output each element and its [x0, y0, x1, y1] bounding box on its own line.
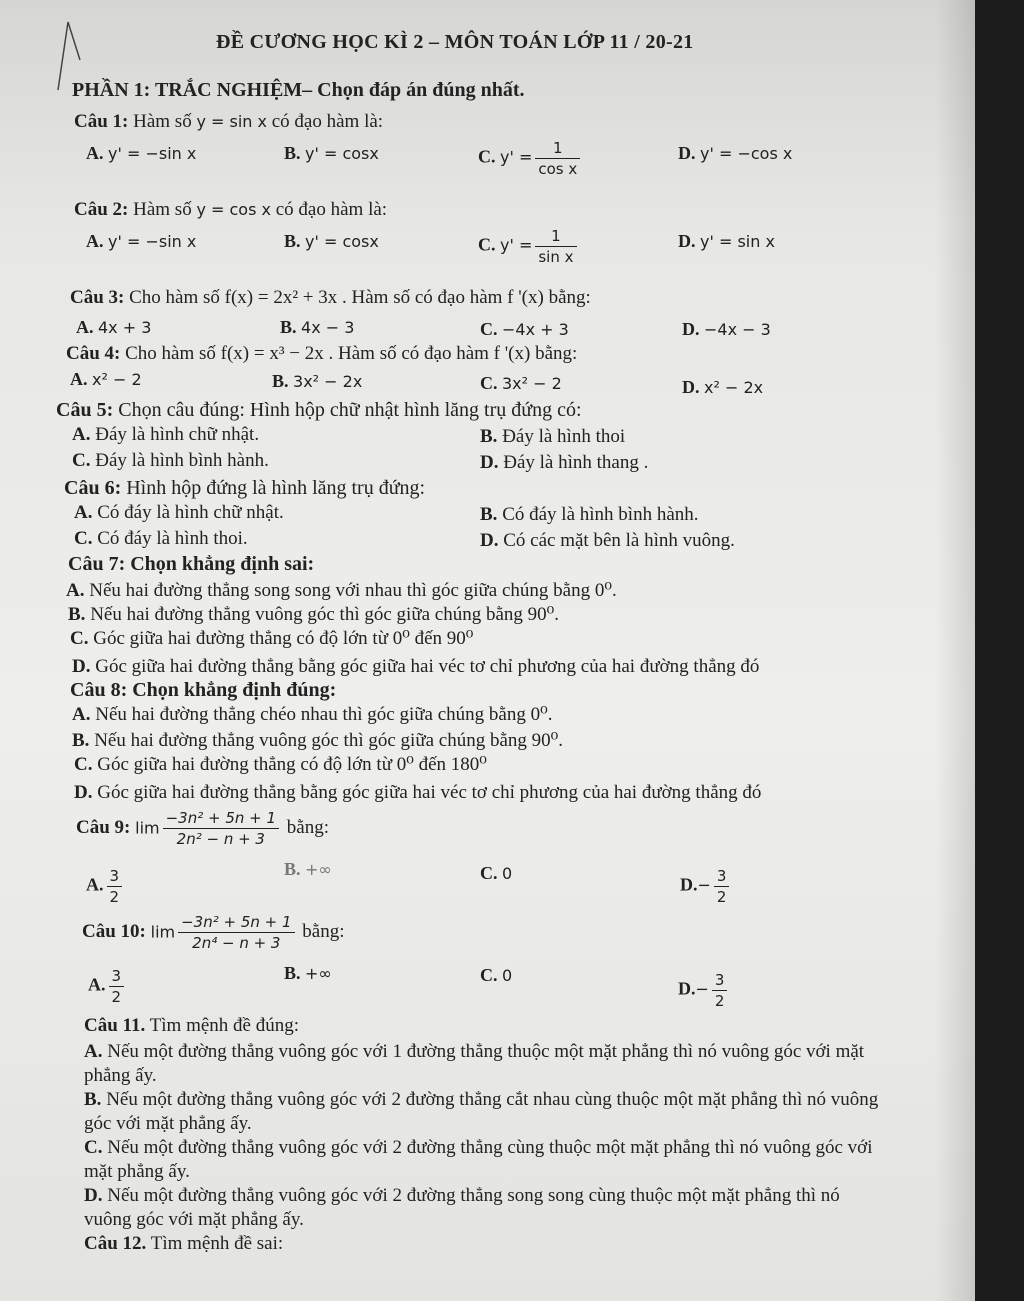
- q9-option-b[interactable]: B. +∞: [284, 859, 332, 879]
- q3-option-c[interactable]: C. −4x + 3: [480, 319, 569, 339]
- q11-option-d[interactable]: D. Nếu một đường thẳng vuông góc với 2 đường thẳng song song cùng thuộc một mặt phẳng thì nó vuông góc với mặt phẳng ấy.: [84, 1185, 840, 1230]
- q5-option-d[interactable]: D. Đáy là hình thang .: [480, 452, 649, 473]
- q5-option-c[interactable]: C. Đáy là hình bình hành.: [72, 450, 269, 471]
- q9-option-a[interactable]: A. $\frac{3}{2}$: [86, 866, 125, 907]
- question-12: Câu 12. Tìm mệnh đề sai:: [84, 1233, 284, 1254]
- q2-option-d[interactable]: D. y' = sin x: [678, 231, 775, 251]
- question-11: Câu 11. Tìm mệnh đề đúng:: [84, 1015, 300, 1036]
- q2-option-b[interactable]: B. y' = cosx: [284, 231, 379, 251]
- q1-option-a[interactable]: A. y' = −sin x: [86, 143, 197, 163]
- q6-option-c[interactable]: C. Có đáy là hình thoi.: [74, 528, 248, 549]
- q6-option-d[interactable]: D. Có các mặt bên là hình vuông.: [480, 530, 735, 551]
- q9-option-c[interactable]: C. 0: [480, 863, 513, 883]
- q7-option-b[interactable]: B. Nếu hai đường thẳng vuông góc thì góc giữa chúng bằng 90⁰.: [68, 604, 560, 625]
- q10-option-c[interactable]: C. 0: [480, 965, 513, 985]
- q6-option-a[interactable]: A. Có đáy là hình chữ nhật.: [74, 502, 284, 523]
- q4-option-d[interactable]: D. x² − 2x: [682, 377, 764, 397]
- question-4: Câu 4: Cho hàm số f(x) = x³ − 2x . Hàm số có đạo hàm f '(x) bằng:: [66, 343, 578, 364]
- q1-option-c[interactable]: C. y' = $\frac{1}{\text{cos x}}$: [478, 138, 583, 179]
- q10-option-d[interactable]: D.− $\frac{3}{2}$: [678, 970, 730, 1011]
- q4-option-a[interactable]: A. x² − 2: [70, 369, 142, 389]
- q2-option-c[interactable]: C. y' = $\frac{1}{\text{sin x}}$: [478, 226, 580, 267]
- q11-option-c[interactable]: C. Nếu một đường thẳng vuông góc với 2 đường thẳng cùng thuộc một mặt phẳng thì nó vuông góc với mặt phẳng ấy.: [84, 1137, 873, 1182]
- q11-option-b[interactable]: B. Nếu một đường thẳng vuông góc với 2 đường thẳng cắt nhau cùng thuộc một mặt phẳng thì nó vuông góc với mặt phẳng ấy.: [84, 1089, 879, 1134]
- q8-option-c[interactable]: C. Góc giữa hai đường thẳng có độ lớn từ 0⁰ đến 180⁰: [74, 754, 487, 775]
- question-1: Câu 1: Hàm số y = sin x có đạo hàm là:: [74, 111, 384, 132]
- q7-option-d[interactable]: D. Góc giữa hai đường thẳng bằng góc giữa hai véc tơ chỉ phương của hai đường thẳng đó: [72, 656, 760, 677]
- question-7: Câu 7: Chọn khẳng định sai:: [68, 553, 315, 575]
- q4-option-c[interactable]: C. 3x² − 2: [480, 373, 562, 393]
- question-6: Câu 6: Hình hộp đứng là hình lăng trụ đứng:: [64, 477, 426, 499]
- document-title: ĐỀ CƯƠNG HỌC KÌ 2 – MÔN TOÁN LỚP 11 / 20-21: [216, 31, 694, 53]
- q3-option-b[interactable]: B. 4x − 3: [280, 317, 355, 337]
- question-2: Câu 2: Hàm số y = cos x có đạo hàm là:: [74, 199, 388, 220]
- q8-option-d[interactable]: D. Góc giữa hai đường thẳng bằng góc giữa hai véc tơ chỉ phương của hai đường thẳng đó: [74, 782, 762, 803]
- q1-option-b[interactable]: B. y' = cosx: [284, 143, 379, 163]
- question-8: Câu 8: Chọn khẳng định đúng:: [70, 679, 337, 701]
- section-heading: PHẦN 1: TRẮC NGHIỆM– Chọn đáp án đúng nhất.: [72, 79, 525, 101]
- q9-option-d[interactable]: D.− $\frac{3}{2}$: [680, 866, 732, 907]
- q2-option-a[interactable]: A. y' = −sin x: [86, 231, 197, 251]
- q5-option-a[interactable]: A. Đáy là hình chữ nhật.: [72, 424, 260, 445]
- q11-option-a[interactable]: A. Nếu một đường thẳng vuông góc với 1 đường thẳng thuộc một mặt phẳng thì nó vuông góc với mặt phẳng ấy.: [84, 1041, 865, 1086]
- q3-option-a[interactable]: A. 4x + 3: [76, 317, 152, 337]
- q6-option-b[interactable]: B. Có đáy là hình bình hành.: [480, 504, 699, 525]
- question-10: Câu 10: lim $\frac{\text{−3n² + 5n + 1}}{\text{2n⁴ − n + 3}}$ bằng:: [82, 913, 345, 952]
- q7-option-c[interactable]: C. Góc giữa hai đường thẳng có độ lớn từ 0⁰ đến 90⁰: [70, 628, 474, 649]
- q10-option-a[interactable]: A. $\frac{3}{2}$: [88, 966, 127, 1007]
- q4-option-b[interactable]: B. 3x² − 2x: [272, 371, 363, 391]
- question-3: Câu 3: Cho hàm số f(x) = 2x² + 3x . Hàm số có đạo hàm f '(x) bằng:: [70, 287, 591, 308]
- q5-option-b[interactable]: B. Đáy là hình thoi: [480, 426, 626, 447]
- q3-option-d[interactable]: D. −4x − 3: [682, 319, 771, 339]
- paper-edge-shadow: [935, 0, 975, 1301]
- q8-option-b[interactable]: B. Nếu hai đường thẳng vuông góc thì góc giữa chúng bằng 90⁰.: [72, 730, 564, 751]
- question-5: Câu 5: Chọn câu đúng: Hình hộp chữ nhật hình lăng trụ đứng có:: [56, 399, 582, 421]
- question-label: Câu 1:: [74, 111, 129, 132]
- question-9: Câu 9: lim $\frac{\text{−3n² + 5n + 1}}{\text{2n² − n + 3}}$ bằng:: [76, 809, 330, 848]
- q1-option-d[interactable]: D. y' = −cos x: [678, 143, 793, 163]
- q8-option-a[interactable]: A. Nếu hai đường thẳng chéo nhau thì góc giữa chúng bằng 0⁰.: [72, 704, 553, 725]
- q7-option-a[interactable]: A. Nếu hai đường thẳng song song với nhau thì góc giữa chúng bằng 0⁰.: [66, 580, 617, 601]
- q10-option-b[interactable]: B. +∞: [284, 963, 332, 983]
